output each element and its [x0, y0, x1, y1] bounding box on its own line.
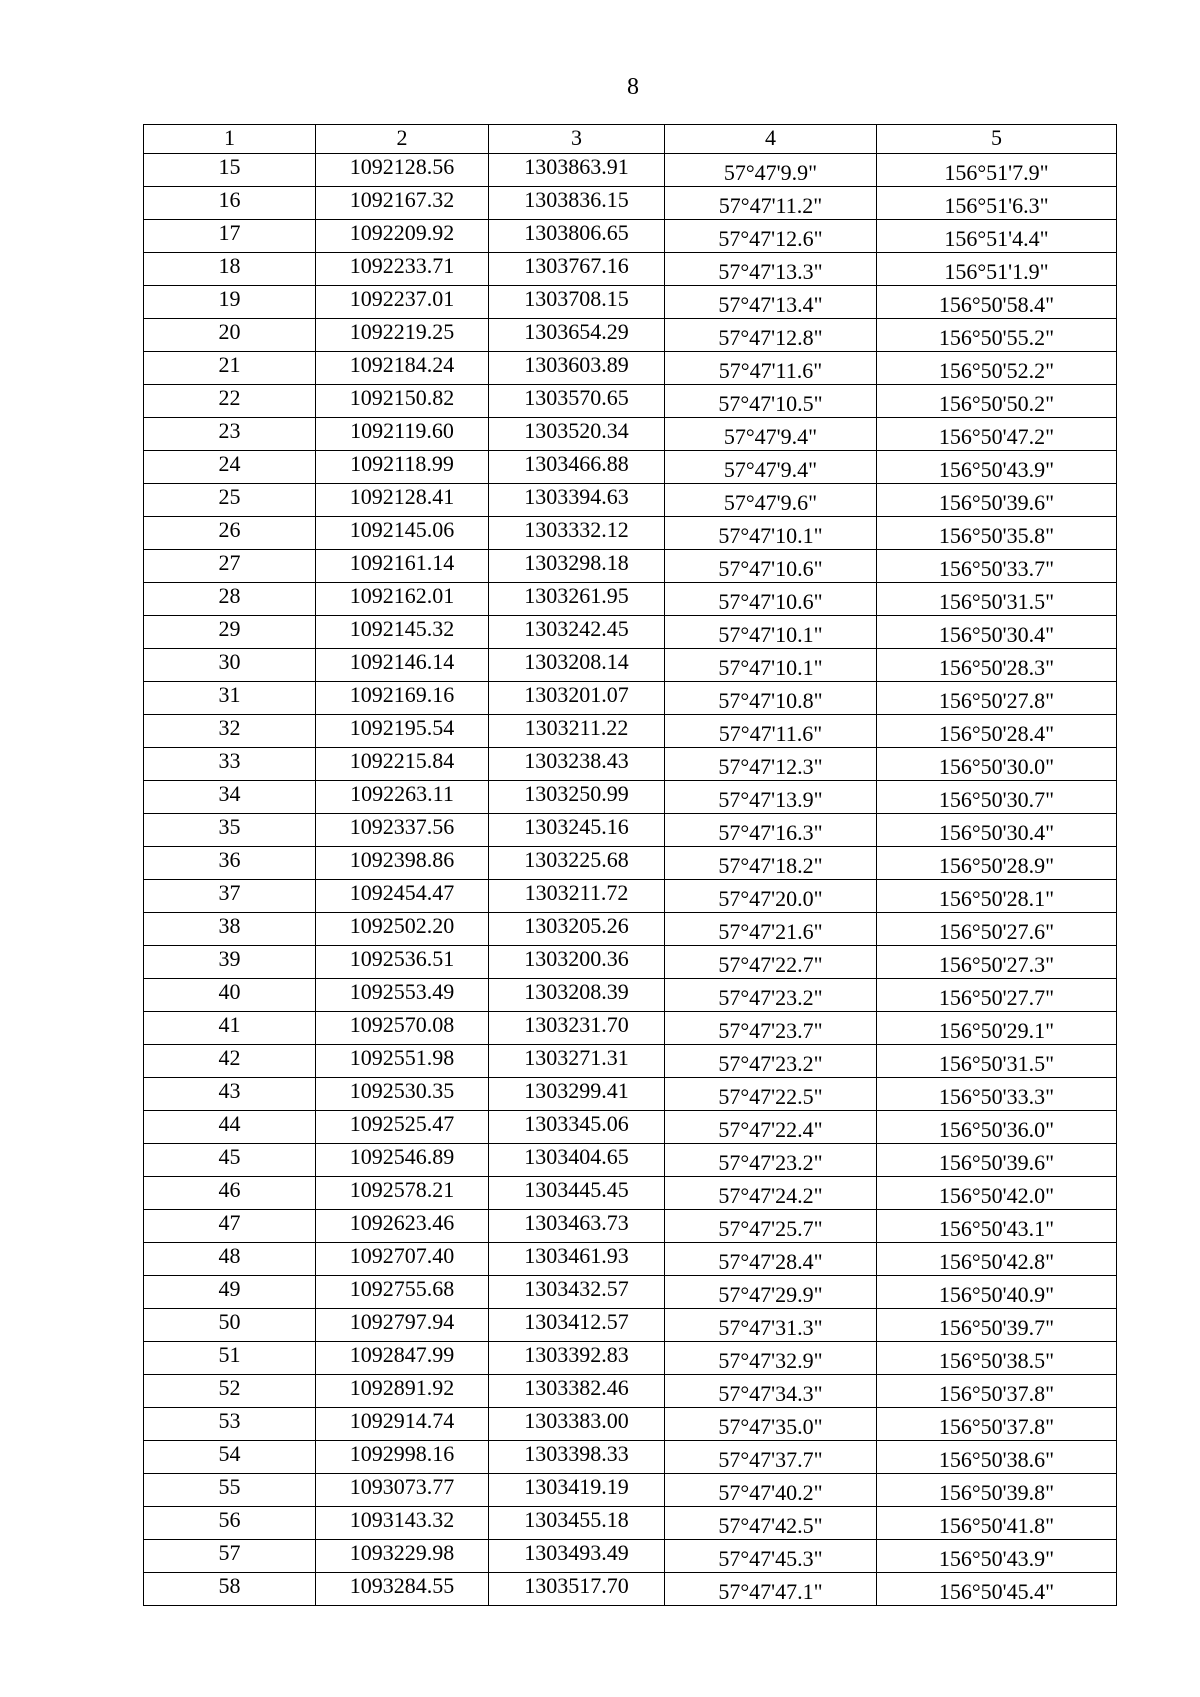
cell-longitude: 156°50'41.8"	[877, 1507, 1117, 1540]
cell-longitude: 156°50'31.5"	[877, 583, 1117, 616]
table-row	[144, 451, 1117, 484]
cell-point-number: 23	[144, 418, 316, 451]
cell-x-coordinate: 1092525.47	[316, 1111, 489, 1144]
cell-latitude: 57°47'22.5"	[665, 1078, 877, 1111]
cell-longitude: 156°50'27.6"	[877, 913, 1117, 946]
cell-x-coordinate: 1092118.99	[316, 451, 489, 484]
cell-x-coordinate: 1092146.14	[316, 649, 489, 682]
cell-y-coordinate: 1303242.45	[489, 616, 665, 649]
cell-point-number: 54	[144, 1441, 316, 1474]
cell-point-number: 20	[144, 319, 316, 352]
cell-point-number: 57	[144, 1540, 316, 1573]
cell-longitude: 156°50'42.8"	[877, 1243, 1117, 1276]
cell-latitude: 57°47'10.5"	[665, 385, 877, 418]
cell-x-coordinate: 1092454.47	[316, 880, 489, 913]
cell-y-coordinate: 1303382.46	[489, 1375, 665, 1408]
cell-x-coordinate: 1092169.16	[316, 682, 489, 715]
table-row	[144, 748, 1117, 781]
table-row	[144, 1441, 1117, 1474]
cell-point-number: 56	[144, 1507, 316, 1540]
cell-x-coordinate: 1092195.54	[316, 715, 489, 748]
cell-x-coordinate: 1093229.98	[316, 1540, 489, 1573]
cell-x-coordinate: 1092184.24	[316, 352, 489, 385]
cell-point-number: 51	[144, 1342, 316, 1375]
cell-y-coordinate: 1303603.89	[489, 352, 665, 385]
cell-longitude: 156°50'50.2"	[877, 385, 1117, 418]
cell-y-coordinate: 1303654.29	[489, 319, 665, 352]
cell-longitude: 156°51'6.3"	[877, 187, 1117, 220]
cell-latitude: 57°47'9.4"	[665, 451, 877, 484]
cell-latitude: 57°47'35.0"	[665, 1408, 877, 1441]
table-row	[144, 1111, 1117, 1144]
cell-y-coordinate: 1303806.65	[489, 220, 665, 253]
column-header-5: 5	[877, 125, 1117, 154]
cell-latitude: 57°47'11.6"	[665, 715, 877, 748]
cell-x-coordinate: 1092530.35	[316, 1078, 489, 1111]
cell-point-number: 39	[144, 946, 316, 979]
cell-latitude: 57°47'9.9"	[665, 154, 877, 187]
cell-x-coordinate: 1092128.56	[316, 154, 489, 187]
cell-longitude: 156°50'30.4"	[877, 814, 1117, 847]
cell-y-coordinate: 1303836.15	[489, 187, 665, 220]
cell-longitude: 156°51'1.9"	[877, 253, 1117, 286]
cell-x-coordinate: 1092553.49	[316, 979, 489, 1012]
cell-longitude: 156°50'30.7"	[877, 781, 1117, 814]
table-row	[144, 1507, 1117, 1540]
cell-point-number: 40	[144, 979, 316, 1012]
cell-point-number: 25	[144, 484, 316, 517]
cell-point-number: 24	[144, 451, 316, 484]
cell-longitude: 156°50'36.0"	[877, 1111, 1117, 1144]
cell-latitude: 57°47'12.3"	[665, 748, 877, 781]
table-row	[144, 781, 1117, 814]
table-row	[144, 1375, 1117, 1408]
cell-point-number: 49	[144, 1276, 316, 1309]
cell-point-number: 55	[144, 1474, 316, 1507]
cell-y-coordinate: 1303201.07	[489, 682, 665, 715]
table-row	[144, 649, 1117, 682]
cell-y-coordinate: 1303493.49	[489, 1540, 665, 1573]
cell-longitude: 156°50'35.8"	[877, 517, 1117, 550]
cell-x-coordinate: 1092536.51	[316, 946, 489, 979]
cell-point-number: 27	[144, 550, 316, 583]
table-row	[144, 1012, 1117, 1045]
cell-latitude: 57°47'11.6"	[665, 352, 877, 385]
table-row	[144, 517, 1117, 550]
table-row	[144, 385, 1117, 418]
cell-longitude: 156°50'33.3"	[877, 1078, 1117, 1111]
cell-y-coordinate: 1303863.91	[489, 154, 665, 187]
cell-point-number: 43	[144, 1078, 316, 1111]
cell-y-coordinate: 1303432.57	[489, 1276, 665, 1309]
cell-y-coordinate: 1303517.70	[489, 1573, 665, 1606]
cell-latitude: 57°47'9.6"	[665, 484, 877, 517]
table-row	[144, 1540, 1117, 1573]
cell-x-coordinate: 1092150.82	[316, 385, 489, 418]
table-row	[144, 880, 1117, 913]
cell-y-coordinate: 1303708.15	[489, 286, 665, 319]
cell-x-coordinate: 1092128.41	[316, 484, 489, 517]
table-row	[144, 847, 1117, 880]
cell-longitude: 156°50'58.4"	[877, 286, 1117, 319]
cell-y-coordinate: 1303520.34	[489, 418, 665, 451]
cell-y-coordinate: 1303250.99	[489, 781, 665, 814]
table-row	[144, 253, 1117, 286]
cell-point-number: 33	[144, 748, 316, 781]
table-row	[144, 913, 1117, 946]
cell-point-number: 48	[144, 1243, 316, 1276]
cell-x-coordinate: 1092502.20	[316, 913, 489, 946]
cell-x-coordinate: 1093143.32	[316, 1507, 489, 1540]
cell-longitude: 156°50'45.4"	[877, 1573, 1117, 1606]
cell-latitude: 57°47'47.1"	[665, 1573, 877, 1606]
cell-longitude: 156°50'28.3"	[877, 649, 1117, 682]
table-row	[144, 286, 1117, 319]
table-row	[144, 1144, 1117, 1177]
cell-longitude: 156°50'42.0"	[877, 1177, 1117, 1210]
cell-point-number: 29	[144, 616, 316, 649]
coordinates-table	[143, 124, 1117, 1606]
cell-y-coordinate: 1303392.83	[489, 1342, 665, 1375]
cell-point-number: 35	[144, 814, 316, 847]
cell-x-coordinate: 1092570.08	[316, 1012, 489, 1045]
cell-latitude: 57°47'11.2"	[665, 187, 877, 220]
cell-longitude: 156°50'28.4"	[877, 715, 1117, 748]
cell-point-number: 22	[144, 385, 316, 418]
cell-x-coordinate: 1092914.74	[316, 1408, 489, 1441]
cell-y-coordinate: 1303455.18	[489, 1507, 665, 1540]
cell-x-coordinate: 1092215.84	[316, 748, 489, 781]
cell-latitude: 57°47'24.2"	[665, 1177, 877, 1210]
cell-x-coordinate: 1092161.14	[316, 550, 489, 583]
cell-longitude: 156°50'55.2"	[877, 319, 1117, 352]
cell-y-coordinate: 1303299.41	[489, 1078, 665, 1111]
table-row	[144, 1474, 1117, 1507]
cell-latitude: 57°47'18.2"	[665, 847, 877, 880]
cell-latitude: 57°47'29.9"	[665, 1276, 877, 1309]
cell-longitude: 156°50'28.1"	[877, 880, 1117, 913]
table-row	[144, 616, 1117, 649]
cell-longitude: 156°50'47.2"	[877, 418, 1117, 451]
cell-y-coordinate: 1303394.63	[489, 484, 665, 517]
cell-latitude: 57°47'32.9"	[665, 1342, 877, 1375]
column-header-2: 2	[316, 125, 489, 154]
table-row	[144, 484, 1117, 517]
cell-x-coordinate: 1093284.55	[316, 1573, 489, 1606]
cell-latitude: 57°47'37.7"	[665, 1441, 877, 1474]
cell-latitude: 57°47'22.7"	[665, 946, 877, 979]
cell-latitude: 57°47'10.1"	[665, 517, 877, 550]
cell-point-number: 31	[144, 682, 316, 715]
cell-x-coordinate: 1092119.60	[316, 418, 489, 451]
cell-latitude: 57°47'10.8"	[665, 682, 877, 715]
cell-x-coordinate: 1092546.89	[316, 1144, 489, 1177]
cell-point-number: 28	[144, 583, 316, 616]
table-row	[144, 352, 1117, 385]
cell-point-number: 18	[144, 253, 316, 286]
cell-latitude: 57°47'45.3"	[665, 1540, 877, 1573]
cell-x-coordinate: 1092797.94	[316, 1309, 489, 1342]
cell-x-coordinate: 1092219.25	[316, 319, 489, 352]
cell-x-coordinate: 1092891.92	[316, 1375, 489, 1408]
cell-y-coordinate: 1303271.31	[489, 1045, 665, 1078]
cell-latitude: 57°47'23.2"	[665, 979, 877, 1012]
cell-x-coordinate: 1092233.71	[316, 253, 489, 286]
cell-point-number: 50	[144, 1309, 316, 1342]
column-header-3: 3	[489, 125, 665, 154]
cell-y-coordinate: 1303383.00	[489, 1408, 665, 1441]
cell-x-coordinate: 1092337.56	[316, 814, 489, 847]
cell-longitude: 156°50'27.3"	[877, 946, 1117, 979]
cell-point-number: 19	[144, 286, 316, 319]
cell-point-number: 16	[144, 187, 316, 220]
table-row	[144, 1342, 1117, 1375]
cell-latitude: 57°47'23.2"	[665, 1144, 877, 1177]
cell-x-coordinate: 1092707.40	[316, 1243, 489, 1276]
cell-y-coordinate: 1303463.73	[489, 1210, 665, 1243]
cell-y-coordinate: 1303461.93	[489, 1243, 665, 1276]
cell-longitude: 156°50'38.5"	[877, 1342, 1117, 1375]
cell-y-coordinate: 1303298.18	[489, 550, 665, 583]
cell-point-number: 53	[144, 1408, 316, 1441]
cell-y-coordinate: 1303570.65	[489, 385, 665, 418]
cell-x-coordinate: 1092551.98	[316, 1045, 489, 1078]
cell-x-coordinate: 1092623.46	[316, 1210, 489, 1243]
cell-y-coordinate: 1303404.65	[489, 1144, 665, 1177]
cell-longitude: 156°50'43.9"	[877, 451, 1117, 484]
table-row	[144, 1573, 1117, 1606]
table-row	[144, 1045, 1117, 1078]
cell-latitude: 57°47'13.9"	[665, 781, 877, 814]
cell-latitude: 57°47'9.4"	[665, 418, 877, 451]
table-row	[144, 583, 1117, 616]
table-row	[144, 154, 1117, 187]
table-row	[144, 1210, 1117, 1243]
cell-latitude: 57°47'10.6"	[665, 550, 877, 583]
table-row	[144, 220, 1117, 253]
cell-latitude: 57°47'12.8"	[665, 319, 877, 352]
table-row	[144, 418, 1117, 451]
cell-point-number: 36	[144, 847, 316, 880]
cell-x-coordinate: 1092578.21	[316, 1177, 489, 1210]
cell-latitude: 57°47'25.7"	[665, 1210, 877, 1243]
table-row	[144, 682, 1117, 715]
cell-longitude: 156°50'43.9"	[877, 1540, 1117, 1573]
cell-longitude: 156°50'39.8"	[877, 1474, 1117, 1507]
cell-point-number: 45	[144, 1144, 316, 1177]
cell-point-number: 41	[144, 1012, 316, 1045]
cell-y-coordinate: 1303466.88	[489, 451, 665, 484]
table-row	[144, 946, 1117, 979]
cell-y-coordinate: 1303208.39	[489, 979, 665, 1012]
cell-longitude: 156°50'33.7"	[877, 550, 1117, 583]
table-row	[144, 550, 1117, 583]
cell-point-number: 37	[144, 880, 316, 913]
cell-y-coordinate: 1303231.70	[489, 1012, 665, 1045]
table-row	[144, 319, 1117, 352]
cell-point-number: 26	[144, 517, 316, 550]
cell-y-coordinate: 1303332.12	[489, 517, 665, 550]
header-row	[144, 125, 1117, 154]
cell-longitude: 156°50'27.8"	[877, 682, 1117, 715]
cell-x-coordinate: 1092755.68	[316, 1276, 489, 1309]
cell-longitude: 156°50'29.1"	[877, 1012, 1117, 1045]
cell-y-coordinate: 1303208.14	[489, 649, 665, 682]
cell-point-number: 42	[144, 1045, 316, 1078]
table-body	[144, 154, 1117, 1606]
cell-x-coordinate: 1092398.86	[316, 847, 489, 880]
cell-y-coordinate: 1303211.72	[489, 880, 665, 913]
cell-y-coordinate: 1303412.57	[489, 1309, 665, 1342]
cell-y-coordinate: 1303767.16	[489, 253, 665, 286]
cell-y-coordinate: 1303419.19	[489, 1474, 665, 1507]
cell-latitude: 57°47'21.6"	[665, 913, 877, 946]
cell-latitude: 57°47'23.2"	[665, 1045, 877, 1078]
cell-x-coordinate: 1092209.92	[316, 220, 489, 253]
cell-latitude: 57°47'20.0"	[665, 880, 877, 913]
cell-y-coordinate: 1303398.33	[489, 1441, 665, 1474]
cell-x-coordinate: 1092847.99	[316, 1342, 489, 1375]
cell-longitude: 156°50'37.8"	[877, 1375, 1117, 1408]
table-row	[144, 814, 1117, 847]
cell-longitude: 156°50'43.1"	[877, 1210, 1117, 1243]
table-row	[144, 1078, 1117, 1111]
cell-x-coordinate: 1092998.16	[316, 1441, 489, 1474]
cell-point-number: 17	[144, 220, 316, 253]
cell-longitude: 156°50'37.8"	[877, 1408, 1117, 1441]
cell-point-number: 58	[144, 1573, 316, 1606]
cell-longitude: 156°50'38.6"	[877, 1441, 1117, 1474]
cell-longitude: 156°50'40.9"	[877, 1276, 1117, 1309]
table-row	[144, 715, 1117, 748]
cell-x-coordinate: 1092263.11	[316, 781, 489, 814]
cell-point-number: 44	[144, 1111, 316, 1144]
cell-latitude: 57°47'42.5"	[665, 1507, 877, 1540]
cell-latitude: 57°47'23.7"	[665, 1012, 877, 1045]
cell-y-coordinate: 1303238.43	[489, 748, 665, 781]
cell-y-coordinate: 1303200.36	[489, 946, 665, 979]
cell-point-number: 30	[144, 649, 316, 682]
cell-y-coordinate: 1303211.22	[489, 715, 665, 748]
cell-longitude: 156°50'39.6"	[877, 1144, 1117, 1177]
cell-longitude: 156°50'28.9"	[877, 847, 1117, 880]
cell-x-coordinate: 1092167.32	[316, 187, 489, 220]
cell-x-coordinate: 1092145.32	[316, 616, 489, 649]
table-row	[144, 187, 1117, 220]
cell-longitude: 156°50'39.6"	[877, 484, 1117, 517]
cell-latitude: 57°47'13.3"	[665, 253, 877, 286]
column-header-1: 1	[144, 125, 316, 154]
table-row	[144, 1276, 1117, 1309]
cell-longitude: 156°51'7.9"	[877, 154, 1117, 187]
cell-longitude: 156°50'39.7"	[877, 1309, 1117, 1342]
cell-latitude: 57°47'40.2"	[665, 1474, 877, 1507]
cell-x-coordinate: 1092145.06	[316, 517, 489, 550]
cell-point-number: 21	[144, 352, 316, 385]
cell-longitude: 156°50'30.4"	[877, 616, 1117, 649]
cell-latitude: 57°47'28.4"	[665, 1243, 877, 1276]
cell-x-coordinate: 1092237.01	[316, 286, 489, 319]
cell-latitude: 57°47'22.4"	[665, 1111, 877, 1144]
table-row	[144, 1243, 1117, 1276]
cell-y-coordinate: 1303225.68	[489, 847, 665, 880]
cell-y-coordinate: 1303245.16	[489, 814, 665, 847]
cell-point-number: 47	[144, 1210, 316, 1243]
table-row	[144, 979, 1117, 1012]
page-number: 8	[627, 74, 639, 100]
cell-point-number: 15	[144, 154, 316, 187]
cell-point-number: 32	[144, 715, 316, 748]
cell-latitude: 57°47'10.1"	[665, 616, 877, 649]
cell-y-coordinate: 1303445.45	[489, 1177, 665, 1210]
table-row	[144, 1309, 1117, 1342]
cell-latitude: 57°47'13.4"	[665, 286, 877, 319]
cell-longitude: 156°50'30.0"	[877, 748, 1117, 781]
cell-longitude: 156°50'31.5"	[877, 1045, 1117, 1078]
cell-longitude: 156°50'52.2"	[877, 352, 1117, 385]
cell-latitude: 57°47'16.3"	[665, 814, 877, 847]
cell-latitude: 57°47'10.6"	[665, 583, 877, 616]
cell-point-number: 34	[144, 781, 316, 814]
cell-x-coordinate: 1092162.01	[316, 583, 489, 616]
column-header-4: 4	[665, 125, 877, 154]
cell-point-number: 46	[144, 1177, 316, 1210]
cell-x-coordinate: 1093073.77	[316, 1474, 489, 1507]
cell-latitude: 57°47'34.3"	[665, 1375, 877, 1408]
table-row	[144, 1408, 1117, 1441]
cell-y-coordinate: 1303261.95	[489, 583, 665, 616]
table-row	[144, 1177, 1117, 1210]
cell-longitude: 156°51'4.4"	[877, 220, 1117, 253]
cell-latitude: 57°47'12.6"	[665, 220, 877, 253]
cell-y-coordinate: 1303345.06	[489, 1111, 665, 1144]
cell-longitude: 156°50'27.7"	[877, 979, 1117, 1012]
cell-latitude: 57°47'10.1"	[665, 649, 877, 682]
cell-point-number: 52	[144, 1375, 316, 1408]
cell-point-number: 38	[144, 913, 316, 946]
cell-y-coordinate: 1303205.26	[489, 913, 665, 946]
cell-latitude: 57°47'31.3"	[665, 1309, 877, 1342]
